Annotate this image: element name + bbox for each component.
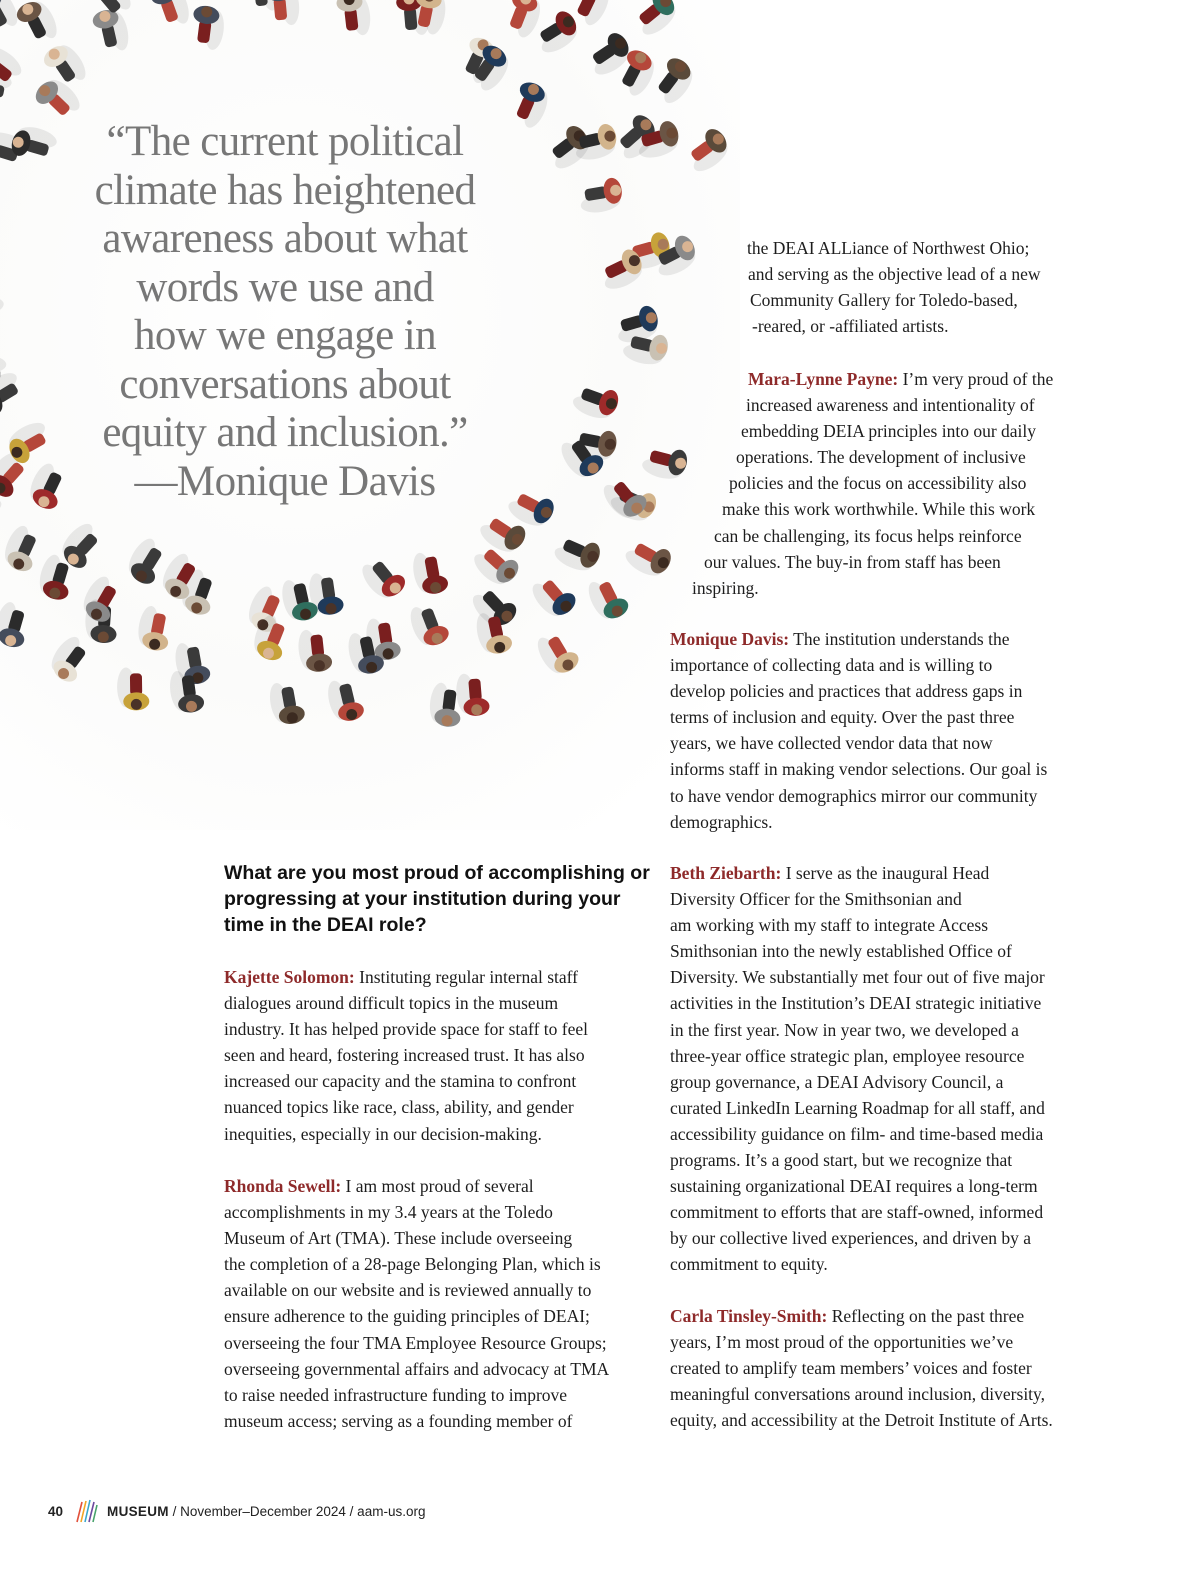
page-number: 40: [48, 1503, 64, 1519]
monique-answer: [670, 626, 1047, 835]
answer-line: overseeing the four TMA Employee Resource Groups;: [224, 1332, 607, 1353]
answer-line: seen and heard, fostering increased trust. It has also: [224, 1045, 585, 1066]
answer-line: group governance, a DEAI Advisory Council, a: [670, 1071, 1004, 1092]
answer-line: years, I’m most proud of the opportunities we’ve: [670, 1332, 1014, 1353]
answer-line: the completion of a 28-page Belonging Plan, which is: [224, 1254, 601, 1275]
answer-line: Community Gallery for Toledo-based,: [750, 290, 1018, 311]
kajette-answer: [224, 964, 588, 1147]
answer-line: Museum of Art (TMA). These include overseeing: [224, 1228, 573, 1249]
answer-line: ensure adherence to the guiding principles of DEAI;: [224, 1306, 590, 1327]
answer-line: [0, 366, 1053, 392]
speaker-name: Mara-Lynne Payne:: [748, 369, 899, 389]
pull-quote-line: equity and inclusion.”: [102, 409, 468, 456]
answer-line: equity, and accessibility at the Detroit Institute of Arts.: [670, 1410, 1053, 1431]
answer-line: in the first year. Now in year two, we developed a: [670, 1019, 1019, 1040]
answer-line: commitment to efforts that are staff-owned, informed: [670, 1202, 1044, 1223]
aam-logo-icon: [73, 1498, 99, 1524]
answer-line: can be challenging, its focus helps reinforce: [714, 525, 1022, 546]
answer-line: programs. It’s a good start, but we recognize that: [670, 1150, 1013, 1171]
answer-line: and serving as the objective lead of a new: [748, 264, 1041, 285]
answer-line: Diversity. We substantially met four out of five major: [670, 967, 1045, 988]
answer-line: activities in the Institution’s DEAI strategic initiative: [670, 993, 1042, 1014]
answer-line: museum access; serving as a founding member of: [224, 1410, 573, 1431]
speaker-name: Rhonda Sewell:: [224, 1176, 342, 1196]
answer-line: accessibility guidance on film- and time-based media: [670, 1123, 1044, 1144]
answer-line: created to amplify team members’ voices and foster: [670, 1358, 1032, 1379]
answer-line: [224, 1173, 609, 1199]
carla-answer: [670, 1303, 1053, 1433]
pull-quote-line: words we use and: [136, 263, 434, 311]
answer-line: industry. It has helped provide space for staff to feel: [224, 1019, 588, 1040]
answer-line: embedding DEIA principles into our daily: [741, 421, 1037, 442]
pull-quote-line: conversations about: [119, 360, 451, 408]
rhonda-answer-continued: [0, 235, 1041, 339]
answer-line: [224, 964, 588, 990]
mara-answer: [0, 366, 1053, 601]
answer-line: inequities, especially in our decision-making.: [224, 1123, 542, 1144]
answer-line: years, we have collected vendor data that now: [670, 733, 993, 754]
speaker-name: Beth Ziebarth:: [670, 863, 782, 883]
answer-text: I serve as the inaugural Head: [781, 863, 990, 883]
answer-line: inspiring.: [692, 577, 759, 598]
answer-line: commitment to equity.: [670, 1254, 828, 1275]
answer-line: curated LinkedIn Learning Roadmap for all staff, and: [670, 1097, 1045, 1118]
answer-text: The institution understands the: [789, 629, 1010, 649]
answer-text: I am most proud of several: [341, 1176, 534, 1196]
answer-line: demographics.: [670, 811, 773, 832]
pull-quote-line: awareness about what: [102, 215, 468, 262]
answer-line: make this work worthwhile. While this work: [722, 499, 1036, 520]
pull-quote-attribution: —Monique Davis: [134, 457, 436, 505]
answer-text: I’m very proud of the: [898, 369, 1054, 389]
issue-info: / November–December 2024 / aam-us.org: [168, 1503, 426, 1519]
answer-line: our values. The buy-in from staff has been: [704, 551, 1001, 572]
pull-quote-line: how we engage in: [133, 312, 437, 359]
answer-line: policies and the focus on accessibility also: [729, 473, 1027, 494]
answer-line: three-year office strategic plan, employee resource: [670, 1045, 1025, 1066]
answer-line: meaningful conversations around inclusion, diversity,: [670, 1384, 1046, 1405]
answer-text: Instituting regular internal staff: [354, 967, 578, 987]
speaker-name: Monique Davis:: [670, 629, 790, 649]
answer-line: am working with my staff to integrate Access: [670, 915, 989, 936]
pull-quote-line: “The current political: [106, 118, 464, 165]
rhonda-answer: [224, 1173, 609, 1434]
answer-line: develop policies and practices that address gaps in: [670, 681, 1023, 702]
answer-line: [670, 860, 1045, 886]
answer-line: [670, 626, 1047, 652]
answer-text: Reflecting on the past three: [827, 1306, 1025, 1326]
answer-line: overseeing governmental affairs and advocacy at TMA: [224, 1358, 610, 1379]
answer-line: nuanced topics like race, class, ability, and gender: [224, 1097, 574, 1118]
answer-line: Smithsonian into the newly established Office of: [670, 941, 1012, 962]
speaker-name: Carla Tinsley-Smith:: [670, 1306, 828, 1326]
pull-quote-line: climate has heightened: [94, 166, 476, 214]
beth-answer: [670, 860, 1045, 1278]
answer-line: [670, 1303, 1053, 1329]
answer-line: the DEAI ALLiance of Northwest Ohio;: [747, 238, 1030, 258]
magazine-name: MUSEUM: [107, 1503, 169, 1519]
answer-line: available on our website and is reviewed annually to: [224, 1280, 592, 1301]
answer-line: importance of collecting data and is willing to: [670, 655, 993, 676]
answer-line: sustaining organizational DEAI requires a long-term: [670, 1176, 1038, 1197]
speaker-name: Kajette Solomon:: [224, 967, 355, 987]
answer-line: terms of inclusion and equity. Over the past three: [670, 707, 1015, 728]
answer-line: increased our capacity and the stamina to confront: [224, 1071, 577, 1092]
page-footer: [48, 1498, 425, 1524]
answer-line: increased awareness and intentionality of: [746, 395, 1035, 416]
question-heading: What are you most proud of accomplishing or progressing at your institution during your time in the DEAI role?: [224, 862, 650, 936]
answer-line: -reared, or -affiliated artists.: [752, 316, 949, 337]
answer-line: accomplishments in my 3.4 years at the Toledo: [224, 1202, 553, 1223]
answer-line: informs staff in making vendor selections. Our goal is: [670, 759, 1048, 780]
answer-line: to raise needed infrastructure funding to improve: [224, 1384, 568, 1405]
answer-line: operations. The development of inclusive: [736, 447, 1026, 468]
answer-line: Diversity Officer for the Smithsonian and: [670, 889, 962, 910]
answer-line: dialogues around difficult topics in the museum: [224, 993, 559, 1014]
answer-line: by our collective lived experiences, and driven by a: [670, 1228, 1032, 1249]
answer-line: to have vendor demographics mirror our community: [670, 785, 1038, 806]
